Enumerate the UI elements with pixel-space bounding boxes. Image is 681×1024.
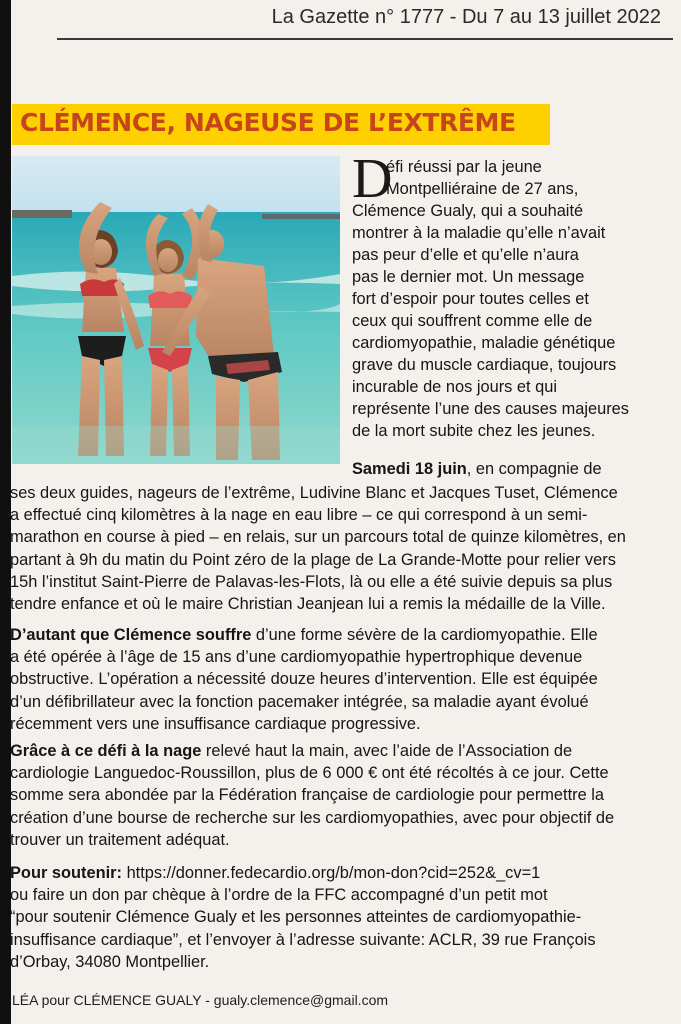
para5-line: insuffisance cardiaque”, et l’envoyer à l’adresse suivante: ACLR, 39 rue François: [10, 930, 596, 949]
para5-line: d’Orbay, 34080 Montpellier.: [10, 952, 210, 971]
para2-first-line: [352, 458, 670, 480]
para3-line: d’un défibrillateur avec la fonction pacemaker intégrée, sa maladie ayant évolué: [10, 692, 589, 711]
para3-line: a été opérée à l’âge de 15 ans d’une cardiomyopathie hypertrophique devenue: [10, 648, 583, 667]
donation-link[interactable]: https://donner.fedecardio.org/b/mon-don?cid=252&_cv=1: [122, 864, 541, 882]
intro-line: de la mort subite chez les jeunes.: [352, 422, 596, 440]
para2-line: marathon en course à pied – en relais, sur un parcours total de quinze kilomètres, en: [10, 528, 626, 547]
intro-line: représente l’une des causes majeures: [352, 400, 629, 418]
para4-lead: Grâce à ce défi à la nage: [10, 742, 202, 760]
drop-cap: D: [352, 148, 393, 210]
para2-first-rest: , en compagnie de: [466, 460, 602, 478]
para5-line: “pour soutenir Clémence Gualy et les personnes atteintes de cardiomyopathie-: [10, 908, 582, 927]
masthead: [0, 0, 681, 40]
para4-line: création d’une bourse de recherche sur les cardiomyopathies, avec pour objectif de: [10, 808, 615, 827]
paragraph-4: [10, 740, 674, 851]
intro-line: cardiomyopathie, maladie génétique: [352, 334, 616, 352]
masthead-rule: [57, 38, 673, 40]
para4-first-rest: relevé haut la main, avec l’aide de l’Association de: [201, 742, 573, 760]
signature-line: LÉA pour CLÉMENCE GUALY - gualy.clemence@gmail.com: [12, 992, 389, 1008]
para4-line: somme sera abondée par la Fédération française de cardiologie pour permettre la: [10, 786, 605, 805]
intro-line: pas peur d’elle et qu’elle n’aura: [352, 246, 579, 264]
intro-line: Montpelliéraine de 27 ans,: [386, 180, 579, 198]
para5-lead: Pour soutenir:: [10, 864, 123, 882]
intro-line: ceux qui souffrent comme elle de: [352, 312, 593, 330]
paragraph-3: [10, 624, 674, 735]
paragraph-2: [10, 482, 674, 615]
intro-line: Clémence Gualy, qui a souhaité: [352, 202, 584, 220]
article-photo: [12, 156, 340, 464]
para3-line: récemment vers une insuffisance cardiaque progressive.: [10, 714, 421, 733]
intro-line: fort d’espoir pour toutes celles et: [352, 290, 589, 308]
para2-lead: Samedi 18 juin: [352, 460, 467, 478]
intro-paragraph: [352, 148, 670, 442]
beach-photo-illustration: [12, 156, 340, 464]
para3-first-rest: d’une forme sévère de la cardiomyopathie. Elle: [251, 626, 598, 644]
para4-line: trouver un traitement adéquat.: [10, 830, 230, 849]
intro-line: grave du muscle cardiaque, toujours: [352, 356, 617, 374]
masthead-text: La Gazette n° 1777 - Du 7 au 13 juillet 2022: [271, 6, 661, 28]
para2-line: ses deux guides, nageurs de l’extrême, Ludivine Blanc et Jacques Tuset, Clémence: [10, 484, 618, 502]
para3-lead: D’autant que Clémence souffre: [10, 626, 252, 644]
para2-line: a effectué cinq kilomètres à la nage en eau libre – ce qui correspond à un semi-: [10, 506, 588, 525]
intro-line: montrer à la maladie qu’elle n’avait: [352, 224, 606, 242]
para5-line: ou faire un don par chèque à l’ordre de la FFC accompagné d’un petit mot: [10, 886, 548, 905]
para4-line: cardiologie Languedoc-Roussillon, plus de 6 000 € ont été récoltés à ce jour. Cette: [10, 764, 609, 783]
para2-line: 15h l’institut Saint-Pierre de Palavas-les-Flots, là ou elle a été suivie depuis sa plus: [10, 572, 613, 591]
intro-line: pas le dernier mot. Un message: [352, 268, 585, 286]
intro-line: incurable de nos jours et qui: [352, 378, 558, 396]
para3-line: obstructive. L’opération a nécessité douze heures d’intervention. Elle est équipée: [10, 670, 598, 689]
article-title: CLÉMENCE, NAGEUSE DE L’EXTRÊME: [20, 108, 516, 137]
intro-line: éfi réussi par la jeune: [386, 158, 542, 176]
para2-line: tendre enfance et où le maire Christian Jeanjean lui a remis la médaille de la Ville.: [10, 594, 606, 613]
para2-line: partant à 9h du matin du Point zéro de la plage de La Grande-Motte pour relier vers: [10, 550, 616, 569]
paragraph-5: [10, 862, 674, 973]
